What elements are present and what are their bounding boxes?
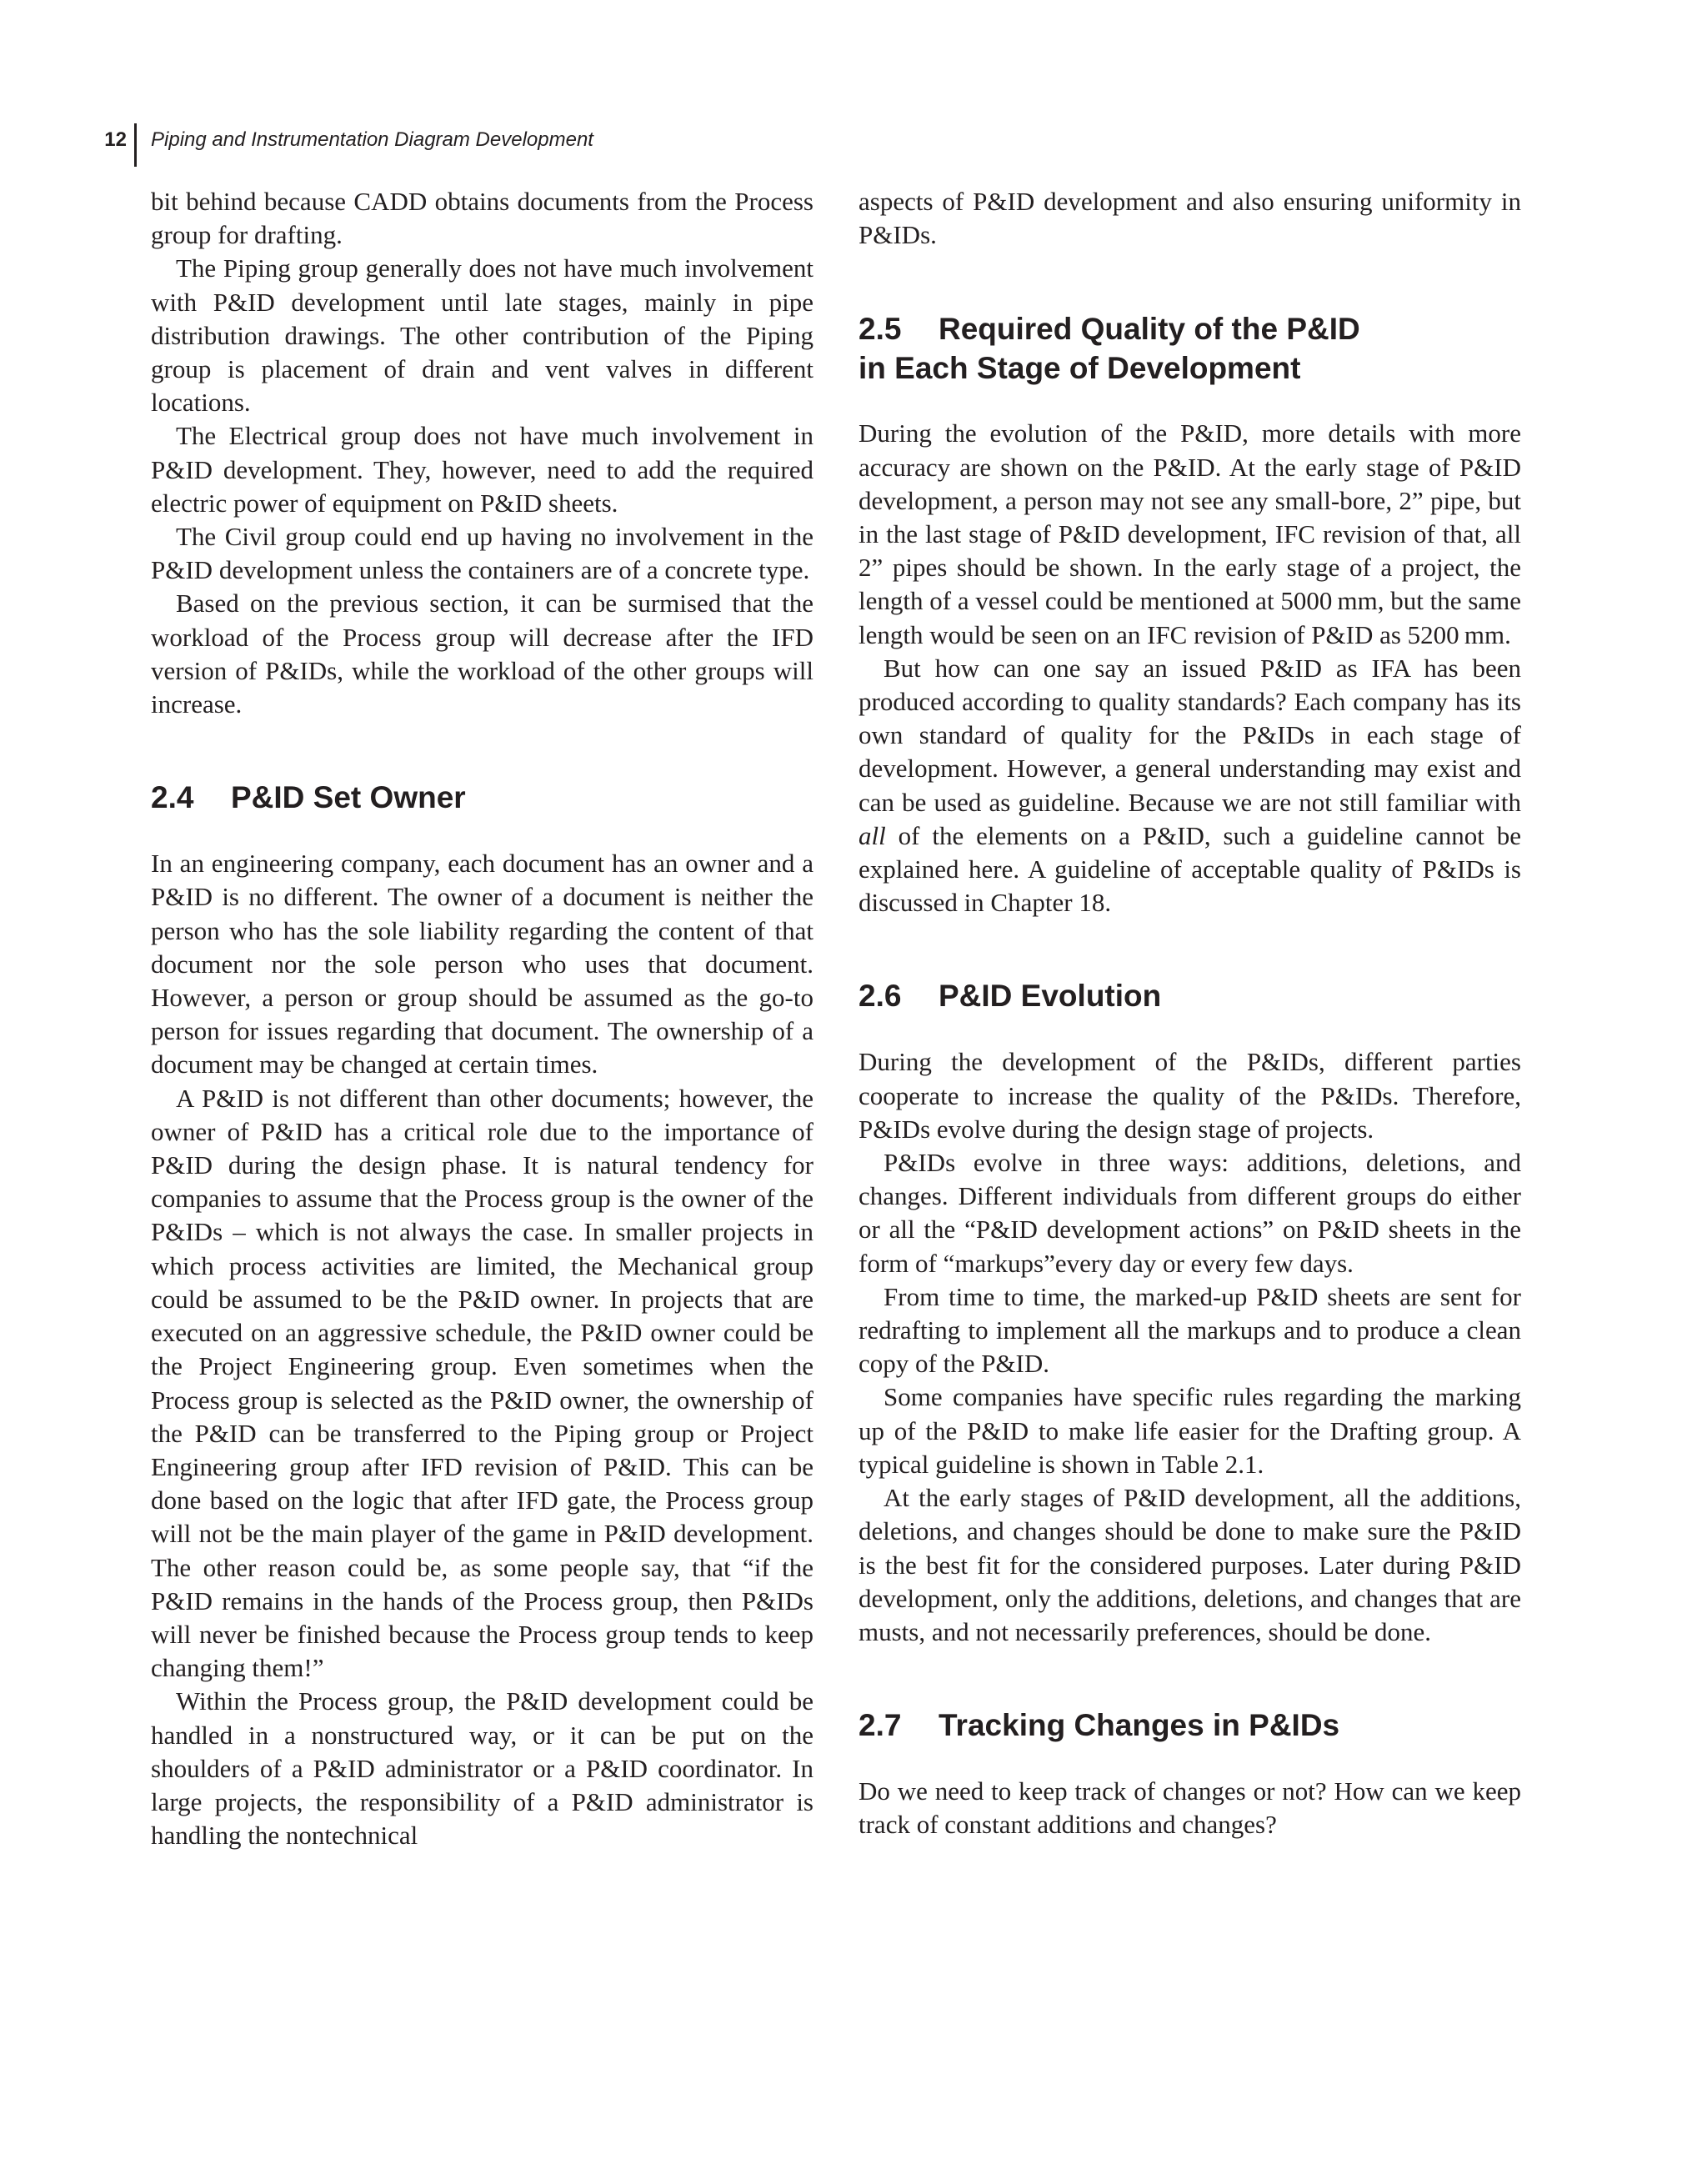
section-number: 2.6	[859, 979, 902, 1014]
left-column	[151, 185, 813, 1852]
paragraph: At the early stages of P&ID development, all the additions, deletions, and changes should be done to make sure the P&ID is the best fit for the considered purposes. Later during P&ID development, only the additions, deletions, and changes that are musts, and not necessarily preferences, should be done.	[859, 1483, 1521, 1646]
paragraph: During the development of the P&IDs, different parties cooperate to increase the quality of the P&IDs. Therefore, P&IDs evolve during the design stage of projects.	[859, 1047, 1521, 1144]
paragraph	[859, 652, 1521, 920]
section-title: Tracking Changes in P&IDs	[939, 1708, 1340, 1743]
paragraph: Based on the previous section, it can be surmised that the workload of the Process group will decrease after the IFD version of P&IDs, while the workload of the other groups will increase.	[151, 589, 813, 719]
section-number: 2.5	[859, 312, 902, 347]
section-heading-2-6	[859, 976, 1521, 1015]
paragraph: aspects of P&ID development and also ensuring uniformity in P&IDs.	[859, 187, 1521, 250]
section-title: P&ID Set Owner	[231, 780, 466, 815]
paragraph: The Electrical group does not have much involvement in P&ID development. They, however, need to add the required electric power of equipment on P&ID sheets.	[151, 421, 813, 518]
emphasis: all	[859, 820, 886, 850]
header-divider	[134, 123, 137, 167]
text-run: But how can one say an issued P&ID as IFA has been produced according to quality standards? Each company has its own standard of quality for the P&IDs in each stage of development. However, a general understanding may exist and can be used as guideline. Because we are not still familiar with	[859, 653, 1521, 817]
section-heading-2-5	[859, 309, 1521, 388]
section-title-line-1: Required Quality of the P&ID	[939, 312, 1360, 347]
section-title: P&ID Evolution	[939, 979, 1162, 1014]
section-title-line-2: in Each Stage of Development	[859, 351, 1301, 386]
section-heading-2-4	[151, 778, 813, 817]
running-title: Piping and Instrumentation Diagram Development	[151, 128, 593, 151]
section-number: 2.7	[859, 1708, 902, 1743]
paragraph: The Piping group generally does not have much involvement with P&ID development until late stages, mainly in pipe distribution drawings. The other contribution of the Piping group is placement of drain and vent valves in different locations.	[151, 253, 813, 418]
paragraph: Do we need to keep track of changes or not? How can we keep track of constant additions and changes?	[859, 1776, 1521, 1840]
paragraph: A P&ID is not different than other documents; however, the owner of P&ID has a critical role due to the importance of P&ID during the design phase. It is natural tendency for companies to assume that the Process group is the owner of the P&IDs – which is not always the case. In smaller projects in which process activities are limited, the Mechanical group could be assumed to be the P&ID owner. In projects that are executed on an aggressive schedule, the P&ID owner could be the Project Engineering group. Even sometimes when the Process group is selected as the P&ID owner, the ownership of the P&ID can be transferred to the Piping group or Project Engineering group after IFD revision of P&ID. This can be done based on the logic that after IFD gate, the Process group will not be the main player of the game in P&ID development. The other reason could be, as some people say, that “if the P&ID remains in the hands of the Process group, then P&IDs will never be finished because the Process group tends to keep changing them!”	[151, 1083, 813, 1683]
running-header	[0, 123, 1707, 170]
paragraph: Within the Process group, the P&ID development could be handled in a nonstructured way, or it can be put on the shoulders of a P&ID administrator or a P&ID coordinator. In large projects, the responsibility of a P&ID administrator is handling the nontechnical	[151, 1686, 813, 1851]
paragraph: During the evolution of the P&ID, more details with more accuracy are shown on the P&ID. At the early stage of P&ID development, a person may not see any small-bore, 2” pipe, but in the last stage of P&ID development, IFC revision of that, all 2” pipes should be shown. In the early stage of a project, the length of a vessel could be mentioned at 5000 mm, but the same length would be seen on an IFC revision of P&ID as 5200 mm.	[859, 418, 1521, 649]
paragraph: From time to time, the marked-up P&ID sheets are sent for redrafting to implement all the markups and to produce a clean copy of the P&ID.	[859, 1281, 1521, 1379]
text-run: of the elements on a P&ID, such a guideline cannot be explained here. A guideline of acceptable quality of P&IDs is discussed in Chapter 18.	[859, 820, 1521, 918]
section-number: 2.4	[151, 780, 194, 815]
right-column	[859, 185, 1521, 1842]
paragraph: In an engineering company, each document has an owner and a P&ID is no different. The owner of a document is neither the person who has the sole liability regarding the content of that document nor the sole person who uses that document. However, a person or group should be assumed as the go-to person for issues regarding that document. The ownership of a document may be changed at certain times.	[151, 849, 813, 1079]
paragraph: P&IDs evolve in three ways: additions, deletions, and changes. Different individuals from different groups do either or all the “P&ID development actions” on P&ID sheets in the form of “markups”every day or every few days.	[859, 1148, 1521, 1278]
paragraph: Some companies have specific rules regarding the marking up of the P&ID to make life easier for the Drafting group. A typical guideline is shown in Table 2.1.	[859, 1382, 1521, 1479]
paragraph: The Civil group could end up having no involvement in the P&ID development unless the containers are of a concrete type.	[151, 522, 813, 585]
paragraph: bit behind because CADD obtains documents from the Process group for drafting.	[151, 187, 813, 250]
section-heading-2-7	[859, 1706, 1521, 1745]
page-number: 12	[104, 128, 127, 151]
